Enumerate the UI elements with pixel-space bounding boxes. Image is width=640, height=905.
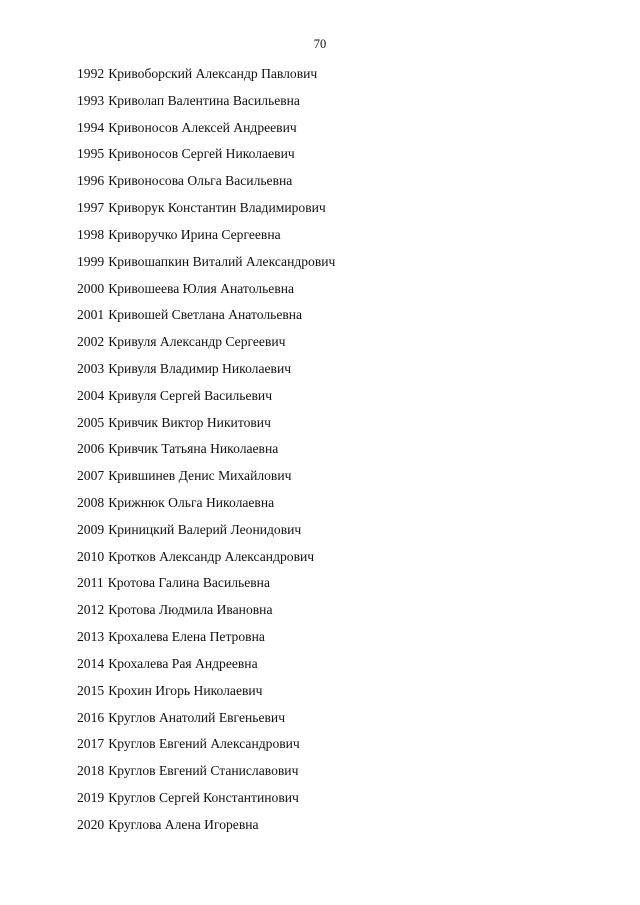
entry-number: 2016	[77, 709, 105, 725]
name-list	[77, 64, 335, 842]
list-item	[77, 493, 335, 520]
entry-number: 2001	[77, 307, 105, 323]
entry-number: 1993	[77, 92, 105, 108]
list-item	[77, 279, 335, 306]
entry-number: 2014	[77, 655, 105, 671]
entry-number: 2009	[77, 521, 105, 537]
entry-name: Круглов Анатолий Евгеньевич	[108, 709, 286, 725]
entry-name: Крохалева Елена Петровна	[108, 629, 265, 645]
list-item	[77, 359, 335, 386]
entry-name: Круглова Алена Игоревна	[108, 816, 259, 832]
entry-name: Кривуля Владимир Николаевич	[108, 360, 292, 376]
list-item	[77, 225, 335, 252]
list-item	[77, 386, 335, 413]
list-item	[77, 91, 335, 118]
entry-number: 1996	[77, 173, 105, 189]
list-item	[77, 252, 335, 279]
entry-name: Криворук Константин Владимирович	[108, 200, 326, 216]
entry-number: 2002	[77, 334, 105, 350]
list-item	[77, 171, 335, 198]
entry-number: 2003	[77, 360, 105, 376]
list-item	[77, 439, 335, 466]
entry-name: Кривошапкин Виталий Александрович	[108, 253, 336, 269]
entry-number: 2018	[77, 763, 105, 779]
entry-name: Круглов Евгений Александрович	[108, 736, 300, 752]
entry-number: 2012	[77, 602, 105, 618]
entry-name: Кривуля Сергей Васильевич	[108, 387, 273, 403]
entry-name: Кривчик Татьяна Николаевна	[108, 441, 279, 457]
entry-number: 1992	[77, 66, 105, 81]
entry-number: 2008	[77, 495, 105, 510]
page-number: 70	[313, 37, 327, 51]
entry-number: 2004	[77, 387, 105, 403]
entry-name: Кривчик Виктор Никитович	[108, 414, 271, 430]
entry-name: Крохин Игорь Николаевич	[108, 682, 263, 698]
entry-name: Кривошеева Юлия Анатольевна	[108, 280, 295, 296]
entry-number: 2011	[77, 575, 104, 591]
entry-name: Кривоносов Алексей Андреевич	[108, 119, 297, 135]
list-item	[77, 64, 335, 91]
entry-name: Кривуля Александр Сергеевич	[108, 334, 286, 350]
entry-name: Кривоборский Александр Павлович	[108, 66, 318, 81]
entry-number: 2005	[77, 414, 105, 430]
list-item	[77, 600, 335, 627]
entry-name: Круглов Евгений Станиславович	[108, 763, 299, 779]
entry-name: Кротова Людмила Ивановна	[108, 602, 273, 618]
entry-name: Кротова Галина Васильевна	[107, 575, 270, 591]
entry-name: Кривоносова Ольга Васильевна	[108, 173, 293, 189]
entry-number: 2010	[77, 548, 105, 564]
list-item	[77, 413, 335, 440]
list-item	[77, 681, 335, 708]
list-item	[77, 547, 335, 574]
entry-number: 2017	[77, 736, 105, 752]
list-item	[77, 815, 335, 842]
entry-name: Криволап Валентина Васильевна	[108, 92, 300, 108]
list-item	[77, 118, 335, 145]
list-item	[77, 734, 335, 761]
entry-number: 2020	[77, 816, 105, 832]
entry-number: 2013	[77, 629, 105, 645]
list-item	[77, 332, 335, 359]
entry-number: 2000	[77, 280, 105, 296]
entry-number: 1998	[77, 226, 105, 242]
entry-name: Кротков Александр Александрович	[108, 548, 315, 564]
entry-number: 1995	[77, 146, 105, 162]
entry-name: Крохалева Рая Андреевна	[108, 655, 258, 671]
list-item	[77, 144, 335, 171]
entry-name: Крижнюк Ольга Николаевна	[108, 495, 275, 510]
list-item	[77, 573, 335, 600]
entry-name: Кривоносов Сергей Николаевич	[108, 146, 295, 162]
entry-number: 1994	[77, 119, 105, 135]
list-item	[77, 198, 335, 225]
entry-name: Криворучко Ирина Сергеевна	[108, 226, 281, 242]
list-item	[77, 788, 335, 815]
list-item	[77, 654, 335, 681]
entry-number: 2006	[77, 441, 105, 457]
entry-name: Криницкий Валерий Леонидович	[108, 521, 302, 537]
list-item	[77, 627, 335, 654]
entry-number: 1997	[77, 200, 105, 216]
list-item	[77, 305, 335, 332]
list-item	[77, 466, 335, 493]
list-item	[77, 520, 335, 547]
entry-name: Кривошей Светлана Анатольевна	[108, 307, 303, 323]
entry-number: 2007	[77, 468, 105, 484]
entry-name: Крившинев Денис Михайлович	[108, 468, 292, 484]
entry-number: 2015	[77, 682, 105, 698]
list-item	[77, 708, 335, 735]
entry-number: 1999	[77, 253, 105, 269]
entry-number: 2019	[77, 789, 105, 805]
entry-name: Круглов Сергей Константинович	[108, 789, 299, 805]
list-item	[77, 761, 335, 788]
